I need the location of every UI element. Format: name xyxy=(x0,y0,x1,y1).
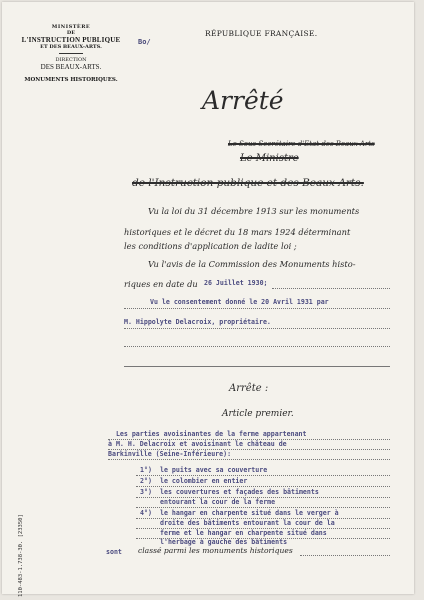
header-divider xyxy=(59,53,83,54)
fill-line xyxy=(136,528,390,529)
item-text-cont: ferme et le hangar en charpente situé dans xyxy=(160,529,327,537)
fill-line xyxy=(136,538,390,539)
fill-line xyxy=(136,497,390,498)
item-text-cont: l'herbage à gauche des bâtiments xyxy=(160,538,288,546)
fill-line xyxy=(272,288,390,289)
fill-line xyxy=(136,507,390,508)
consent-line-2: M. Hippolyte Delacroix, propriétaire. xyxy=(124,318,271,326)
fill-line xyxy=(108,439,390,440)
fill-line xyxy=(124,308,390,309)
item-text: le colombier en entier xyxy=(160,477,248,485)
vu-loi-line-2: historiques et le décret du 18 mars 1924 déterminant xyxy=(124,227,351,237)
fill-line xyxy=(108,449,390,450)
item-num: 1°) xyxy=(140,466,152,474)
fill-line xyxy=(300,555,390,556)
fill-line xyxy=(136,518,390,519)
item-text: le puits avec sa couverture xyxy=(160,466,268,474)
vu-avis-line-2: riques en date du xyxy=(124,279,198,289)
document-title: Arrêté xyxy=(202,86,284,115)
fill-line xyxy=(136,475,390,476)
direction-name: DES BEAUX-ARTS. xyxy=(40,63,102,71)
article-heading: Article premier. xyxy=(222,409,294,419)
ministry-prefix: MINISTÈRE xyxy=(51,24,91,30)
item-num: 2°) xyxy=(140,477,152,485)
item-text-cont: entourant la cour de la ferme xyxy=(160,498,276,506)
vu-loi-line-3: les conditions d'application de ladite loi ; xyxy=(124,241,297,251)
fill-line xyxy=(124,346,390,347)
body-intro-3: Barkinville (Seine-Inférieure): xyxy=(108,450,232,458)
classe-verb: sont xyxy=(106,548,122,556)
vu-loi-line-1: Vu la loi du 31 décembre 1913 sur les monuments xyxy=(148,206,360,216)
section-rule xyxy=(124,366,390,367)
consent-line-1: Vu le consentement donné le 20 Avril 1931 par xyxy=(150,298,329,306)
struck-ministry: de l'Instruction publique et des Beaux-Arts. xyxy=(132,177,364,189)
printer-reference xyxy=(18,457,32,597)
ministry-name: L'INSTRUCTION PUBLIQUE xyxy=(21,36,121,44)
fill-line xyxy=(108,459,390,460)
service-name: MONUMENTS HISTORIQUES. xyxy=(24,77,118,83)
vu-avis-line-1: Vu l'avis de la Commission des Monuments histo- xyxy=(148,259,356,269)
fill-line xyxy=(136,486,390,487)
document-number: Bo/ xyxy=(138,38,151,46)
item-num: 4°) xyxy=(140,509,152,517)
arrete-heading: Arrête : xyxy=(229,383,269,394)
ministry-de: DE xyxy=(66,30,76,36)
ministry-header xyxy=(16,24,126,83)
struck-minister: Le Ministre xyxy=(240,153,299,164)
item-num: 3°) xyxy=(140,488,152,496)
body-intro-1: Les parties avoisinantes de la ferme appartenant xyxy=(108,430,307,438)
fill-line xyxy=(124,328,390,329)
item-text-cont: droite des bâtiments entourant la cour de la xyxy=(160,519,335,527)
republic-heading: RÉPUBLIQUE FRANÇAISE. xyxy=(205,29,318,38)
printer-reference-text: 110-483-1.738-30. [23350] xyxy=(18,514,24,597)
item-text: les couvertures et façades des bâtiments xyxy=(160,488,319,496)
avis-date: 26 Juillet 1930; xyxy=(204,279,268,287)
body-intro-2: à M. H. Delacroix et avoisinant le château de xyxy=(108,440,287,448)
direction-label: DIRECTION xyxy=(55,57,87,63)
classe-statement: classé parmi les monuments historiques xyxy=(138,546,293,555)
struck-undersecretary: Le Sous-Secrétaire d'Etat des Beaux-Arts xyxy=(228,140,375,148)
document-page xyxy=(2,2,414,597)
ministry-suffix: ET DES BEAUX-ARTS. xyxy=(40,44,102,50)
item-text: le hangar en charpente situé dans le verger à xyxy=(160,509,339,517)
